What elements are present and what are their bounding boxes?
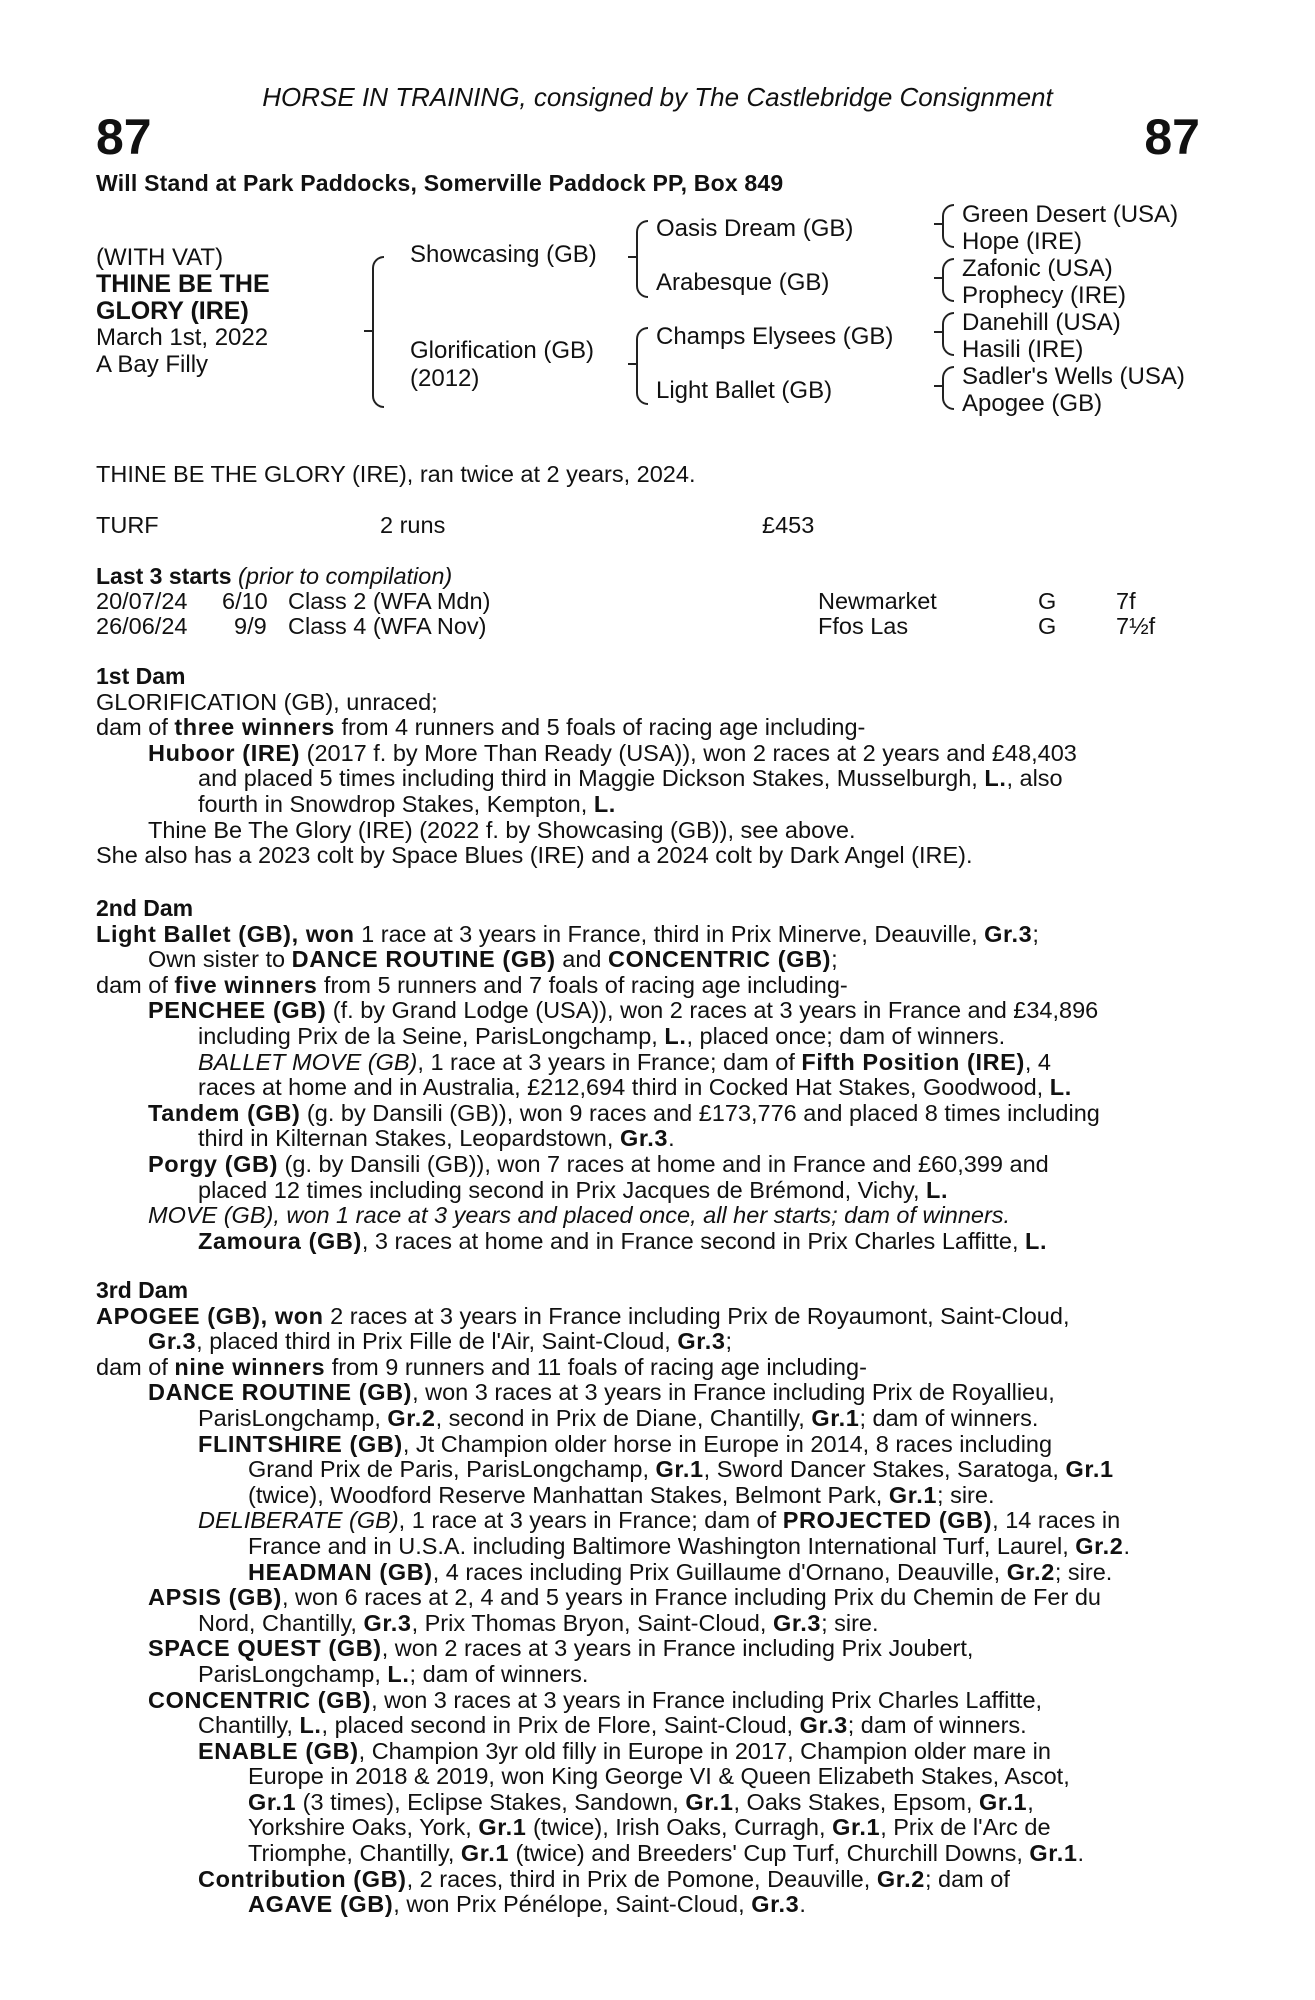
start-course: Ffos Las — [818, 613, 909, 639]
start-distance: 7½f — [1116, 613, 1156, 639]
ddd: Apogee (GB) — [962, 390, 1103, 417]
start-course: Newmarket — [818, 588, 937, 614]
last-starts-title: Last 3 starts — [96, 563, 232, 589]
second-dam-line: PENCHEE (GB) (f. by Grand Lodge (USA)), won 2 races at 3 years in France and £34,896 — [148, 997, 1099, 1024]
start-date: 20/07/24 — [96, 588, 188, 614]
last-starts-note: (prior to compilation) — [238, 563, 453, 589]
gen3-brace-4 — [942, 366, 954, 410]
second-dam-line: third in Kilternan Stakes, Leopardstown, Gr.3. — [198, 1125, 675, 1152]
dam-brace — [636, 327, 648, 405]
record-prize: £453 — [762, 512, 815, 538]
third-dam-line: CONCENTRIC (GB), won 3 races at 3 years in France including Prix Charles Laffitte, — [148, 1686, 1043, 1713]
consignment-header: HORSE IN TRAINING, consigned by The Castlebridge Consignment — [262, 82, 1053, 112]
third-dam-line: Chantilly, L., placed second in Prix de Flore, Saint-Cloud, Gr.3; dam of winners. — [198, 1712, 1027, 1739]
third-dam-line: DANCE ROUTINE (GB), won 3 races at 3 years in France including Prix de Royallieu, — [148, 1379, 1055, 1406]
second-dam-line: dam of five winners from 5 runners and 7 foals of racing age including- — [96, 971, 848, 998]
pedigree-brace-tick — [364, 330, 372, 332]
third-dam-section — [96, 1278, 1206, 1918]
third-dam-line: Nord, Chantilly, Gr.3, Prix Thomas Bryon, Saint-Cloud, Gr.3; sire. — [198, 1609, 879, 1636]
third-dam-line: FLINTSHIRE (GB), Jt Champion older horse in Europe in 2014, 8 races including — [198, 1430, 1053, 1457]
second-dam-line: Porgy (GB) (g. by Dansili (GB)), won 7 races at home and in France and £60,399 and — [148, 1150, 1049, 1177]
second-dam-title: 2nd Dam — [96, 895, 194, 921]
sire-dam: Arabesque (GB) — [656, 269, 830, 296]
record-surface: TURF — [96, 512, 159, 538]
start-race: Class 4 (WFA Nov) — [288, 613, 487, 639]
start-going: G — [1038, 588, 1057, 614]
horse-name-line2: GLORY (IRE) — [96, 297, 249, 325]
third-dam-line: SPACE QUEST (GB), won 2 races at 3 years in France including Prix Joubert, — [148, 1635, 974, 1662]
race-summary: THINE BE THE GLORY (IRE), ran twice at 2 years, 2024. — [96, 461, 696, 487]
first-dam-line: GLORIFICATION (GB), unraced; — [96, 688, 438, 715]
second-dam-line: including Prix de la Seine, ParisLongchamp, L., placed once; dam of winners. — [198, 1022, 1006, 1049]
start-position: 6/10 — [222, 588, 268, 614]
first-dam-line: She also has a 2023 colt by Space Blues (IRE) and a 2024 colt by Dark Angel (IRE). — [96, 842, 973, 869]
third-dam-line: Gr.1 (3 times), Eclipse Stakes, Sandown, Gr.1, Oaks Stakes, Epsom, Gr.1, — [248, 1788, 1034, 1815]
second-dam-line: placed 12 times including second in Prix Jacques de Brémond, Vichy, L. — [198, 1176, 949, 1203]
sire-sire: Oasis Dream (GB) — [656, 215, 854, 242]
dsd: Hasili (IRE) — [962, 336, 1084, 363]
first-dam-line: Huboor (IRE) (2017 f. by More Than Ready (USA)), won 2 races at 2 years and £48,403 — [148, 739, 1077, 766]
gen3-brace-2 — [942, 258, 954, 302]
sire-brace — [636, 220, 648, 298]
third-dam-line: ParisLongchamp, Gr.2, second in Prix de Diane, Chantilly, Gr.1; dam of winners. — [198, 1404, 1039, 1431]
gen3-tick-4 — [934, 385, 942, 387]
gen3-tick-2 — [934, 277, 942, 279]
vat-note: (WITH VAT) — [96, 244, 224, 271]
horse-dob: March 1st, 2022 — [96, 324, 269, 351]
first-dam-line: dam of three winners from 4 runners and 5 foals of racing age including- — [96, 714, 866, 741]
horse-name-line1: THINE BE THE — [96, 270, 270, 298]
last-starts-heading — [96, 564, 452, 590]
sire-brace-tick — [628, 256, 636, 258]
start-race: Class 2 (WFA Mdn) — [288, 588, 491, 614]
third-dam-line: Triomphe, Chantilly, Gr.1 (twice) and Breeders' Cup Turf, Churchill Downs, Gr.1. — [248, 1840, 1085, 1867]
third-dam-line: APSIS (GB), won 6 races at 2, 4 and 5 years in France including Prix du Chemin de Fer du — [148, 1584, 1101, 1611]
third-dam-line: AGAVE (GB), won Prix Pénélope, Saint-Cloud, Gr.3. — [248, 1891, 806, 1918]
second-dam-line: BALLET MOVE (GB), 1 race at 3 years in France; dam of Fifth Position (IRE), 4 — [198, 1048, 1052, 1075]
third-dam-line: DELIBERATE (GB), 1 race at 3 years in France; dam of PROJECTED (GB), 14 races in — [198, 1507, 1121, 1534]
second-dam-section — [96, 896, 1206, 1254]
start-position: 9/9 — [234, 613, 267, 639]
start-date: 26/06/24 — [96, 613, 188, 639]
second-dam-line: MOVE (GB), won 1 race at 3 years and placed once, all her starts; dam of winners. — [148, 1202, 1011, 1229]
dss: Danehill (USA) — [962, 309, 1121, 336]
third-dam-line: dam of nine winners from 9 runners and 11 foals of racing age including- — [96, 1353, 867, 1380]
pedigree-brace-main — [372, 256, 384, 408]
dam-sire: Champs Elysees (GB) — [656, 323, 894, 350]
stand-location: Will Stand at Park Paddocks, Somerville Paddock PP, Box 849 — [96, 170, 784, 196]
third-dam-line: Yorkshire Oaks, York, Gr.1 (twice), Irish Oaks, Curragh, Gr.1, Prix de l'Arc de — [248, 1814, 1051, 1841]
third-dam-line: ParisLongchamp, L.; dam of winners. — [198, 1660, 589, 1687]
second-dam-line: races at home and in Australia, £212,694 third in Cocked Hat Stakes, Goodwood, L. — [198, 1074, 1072, 1101]
first-dam-line: fourth in Snowdrop Stakes, Kempton, L. — [198, 790, 616, 817]
sire: Showcasing (GB) — [410, 241, 597, 268]
sds: Zafonic (USA) — [962, 255, 1113, 282]
gen3-brace-3 — [942, 312, 954, 356]
gen3-brace-1 — [942, 204, 954, 248]
third-dam-line: France and in U.S.A. including Baltimore Washington International Turf, Laurel, Gr.2. — [248, 1532, 1130, 1559]
ssd: Hope (IRE) — [962, 228, 1083, 255]
third-dam-line: Contribution (GB), 2 races, third in Prix de Pomone, Deauville, Gr.2; dam of — [198, 1865, 1010, 1892]
first-dam-title: 1st Dam — [96, 663, 186, 689]
third-dam-line: Europe in 2018 & 2019, won King George VI & Queen Elizabeth Stakes, Ascot, — [248, 1763, 1070, 1790]
dam-brace-tick — [628, 363, 636, 365]
first-dam-line: Thine Be The Glory (IRE) (2022 f. by Showcasing (GB)), see above. — [148, 816, 856, 843]
third-dam-line: APOGEE (GB), won 2 races at 3 years in France including Prix de Royaumont, Saint-Cloud, — [96, 1302, 1070, 1329]
third-dam-title: 3rd Dam — [96, 1277, 189, 1303]
lot-number-left: 87 — [96, 109, 152, 165]
start-distance: 7f — [1116, 588, 1136, 614]
sss: Green Desert (USA) — [962, 201, 1179, 228]
first-dam-line: and placed 5 times including third in Maggie Dickson Stakes, Musselburgh, L., also — [198, 765, 1063, 792]
third-dam-line: Gr.3, placed third in Prix Fille de l'Air, Saint-Cloud, Gr.3; — [148, 1328, 733, 1355]
dam-line1: Glorification (GB) — [410, 337, 595, 364]
third-dam-line: ENABLE (GB), Champion 3yr old filly in Europe in 2017, Champion older mare in — [198, 1737, 1051, 1764]
first-dam-section — [96, 664, 1206, 869]
dds: Sadler's Wells (USA) — [962, 363, 1185, 390]
lot-number-right: 87 — [1144, 109, 1200, 165]
gen3-tick-1 — [934, 223, 942, 225]
horse-description: A Bay Filly — [96, 351, 209, 378]
third-dam-line: Grand Prix de Paris, ParisLongchamp, Gr.1, Sword Dancer Stakes, Saratoga, Gr.1 — [248, 1456, 1114, 1483]
second-dam-line: Own sister to DANCE ROUTINE (GB) and CONCENTRIC (GB); — [148, 946, 838, 973]
sdd: Prophecy (IRE) — [962, 282, 1127, 309]
second-dam-line: Zamoura (GB), 3 races at home and in France second in Prix Charles Laffitte, L. — [198, 1227, 1048, 1254]
gen3-tick-3 — [934, 331, 942, 333]
third-dam-line: (twice), Woodford Reserve Manhattan Stakes, Belmont Park, Gr.1; sire. — [248, 1481, 995, 1508]
third-dam-line: HEADMAN (GB), 4 races including Prix Guillaume d'Ornano, Deauville, Gr.2; sire. — [248, 1558, 1113, 1585]
second-dam-line: Light Ballet (GB), won 1 race at 3 years in France, third in Prix Minerve, Deauville, Gr.3; — [96, 920, 1039, 947]
dam-line2: (2012) — [410, 365, 480, 392]
start-going: G — [1038, 613, 1057, 639]
second-dam-line: Tandem (GB) (g. by Dansili (GB)), won 9 races and £173,776 and placed 8 times including — [148, 1099, 1100, 1126]
dam-dam: Light Ballet (GB) — [656, 377, 833, 404]
record-runs: 2 runs — [380, 512, 446, 538]
